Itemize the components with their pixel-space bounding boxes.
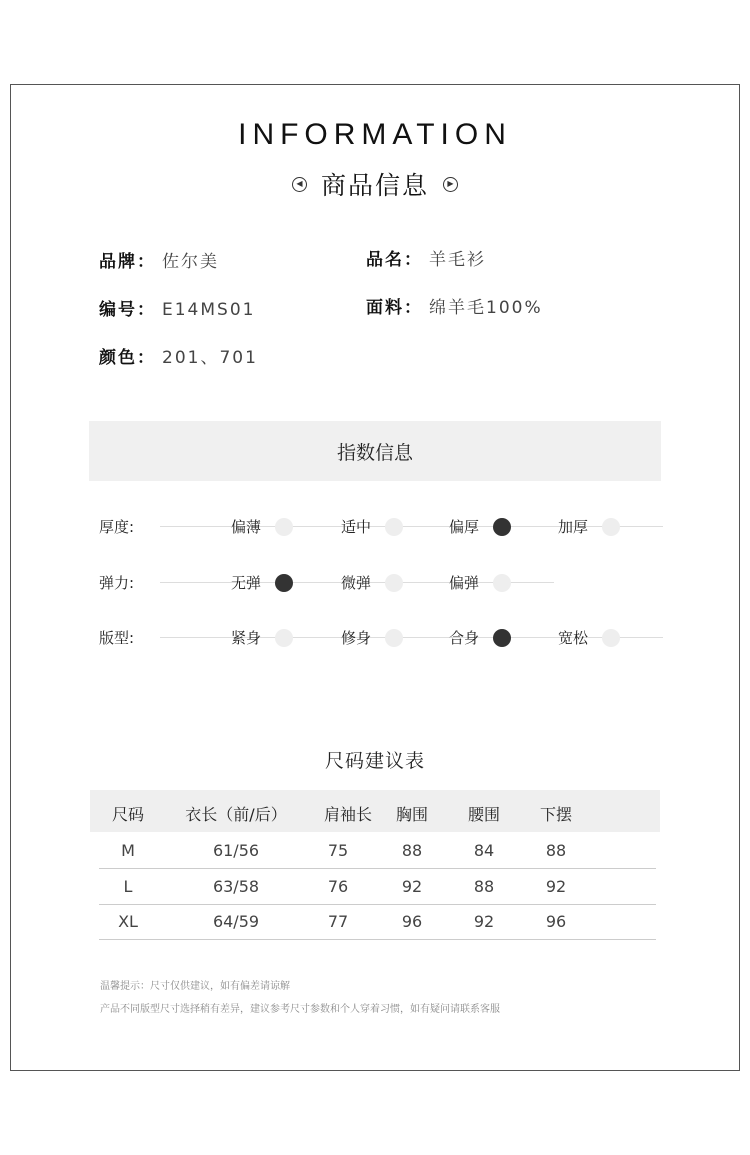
color-value: 201、701: [162, 348, 258, 368]
brand-item: [99, 247, 219, 272]
index-option: 修身: [340, 629, 371, 647]
table-cell: M: [121, 841, 135, 860]
header-cell: 胸围: [395, 805, 428, 824]
product-name-value: 羊毛衫: [429, 250, 486, 270]
index-dot: [602, 518, 620, 536]
circle-arrow-left-icon: ◀: [292, 177, 307, 192]
index-row-elasticity: [0, 571, 750, 595]
table-cell: 84: [473, 841, 495, 860]
index-option: 合身: [448, 629, 479, 647]
table-cell: 88: [401, 841, 423, 860]
brand-label: 品牌：: [99, 252, 156, 272]
index-dot-selected: [275, 574, 293, 592]
product-name-item: [366, 245, 486, 270]
index-dot: [385, 518, 403, 536]
color-item: [99, 343, 258, 368]
table-cell: 92: [545, 877, 567, 896]
size-table-title: 尺码建议表: [324, 750, 425, 772]
index-option: 偏薄: [230, 518, 261, 536]
header-cell: 下摆: [539, 805, 572, 824]
index-row-label: 厚度:: [99, 518, 135, 536]
index-row-label: 版型:: [99, 629, 135, 647]
table-cell: 64/59: [212, 912, 260, 931]
table-cell: 77: [327, 912, 349, 931]
index-option: 宽松: [557, 629, 588, 647]
table-row: [99, 903, 656, 940]
index-dot: [275, 518, 293, 536]
fabric-label: 面料：: [366, 298, 423, 318]
index-section-bar: [89, 421, 661, 481]
index-dot: [385, 629, 403, 647]
index-dot-selected: [493, 629, 511, 647]
fabric-value: 绵羊毛100%: [429, 298, 543, 318]
index-row-fit: [0, 626, 750, 650]
table-cell: 88: [473, 877, 495, 896]
code-value: E14MS01: [162, 300, 256, 320]
circle-arrow-right-icon: ▶: [443, 177, 458, 192]
code-item: [99, 295, 255, 320]
header-cell: 尺码: [111, 805, 144, 824]
table-cell: L: [123, 877, 133, 896]
note-line-2: 产品不同版型尺寸选择稍有差异，建议参考尺寸参数和个人穿着习惯，如有疑问请联系客服: [100, 1004, 500, 1015]
index-option: 偏厚: [448, 518, 479, 536]
note-line-1: 温馨提示：尺寸仅供建议，如有偏差请谅解: [100, 981, 290, 992]
table-cell: XL: [118, 912, 138, 931]
index-dot-selected: [493, 518, 511, 536]
index-row-label: 弹力:: [99, 574, 135, 592]
header-cell: 腰围: [467, 805, 500, 824]
title-chinese: 商品信息: [320, 171, 429, 200]
index-dot: [493, 574, 511, 592]
table-cell: 92: [473, 912, 495, 931]
table-row: [99, 832, 656, 869]
index-option: 偏弹: [448, 574, 479, 592]
title-chinese-row: [0, 166, 750, 202]
index-row-thickness: [0, 515, 750, 539]
index-option: 紧身: [230, 629, 261, 647]
index-section-title: 指数信息: [336, 441, 413, 464]
title-english: INFORMATION: [238, 118, 512, 151]
header-cell: 衣长（前/后）: [185, 805, 287, 824]
code-label: 编号：: [99, 300, 156, 320]
size-table-header: [90, 790, 660, 832]
table-cell: 88: [545, 841, 567, 860]
table-cell: 92: [401, 877, 423, 896]
brand-value: 佐尔美: [162, 252, 219, 272]
index-option: 适中: [340, 518, 371, 536]
index-dot: [602, 629, 620, 647]
index-dot: [275, 629, 293, 647]
table-row: [99, 868, 656, 905]
color-label: 颜色：: [99, 348, 156, 368]
table-cell: 61/56: [212, 841, 260, 860]
index-option: 加厚: [557, 518, 588, 536]
table-cell: 63/58: [212, 877, 260, 896]
index-dot: [385, 574, 403, 592]
index-option: 微弹: [340, 574, 371, 592]
table-cell: 76: [327, 877, 349, 896]
table-cell: 75: [327, 841, 349, 860]
fabric-item: [366, 293, 543, 318]
header-cell: 肩袖长: [323, 805, 372, 824]
product-name-label: 品名：: [366, 250, 423, 270]
table-cell: 96: [401, 912, 423, 931]
table-cell: 96: [545, 912, 567, 931]
index-option: 无弹: [230, 574, 261, 592]
